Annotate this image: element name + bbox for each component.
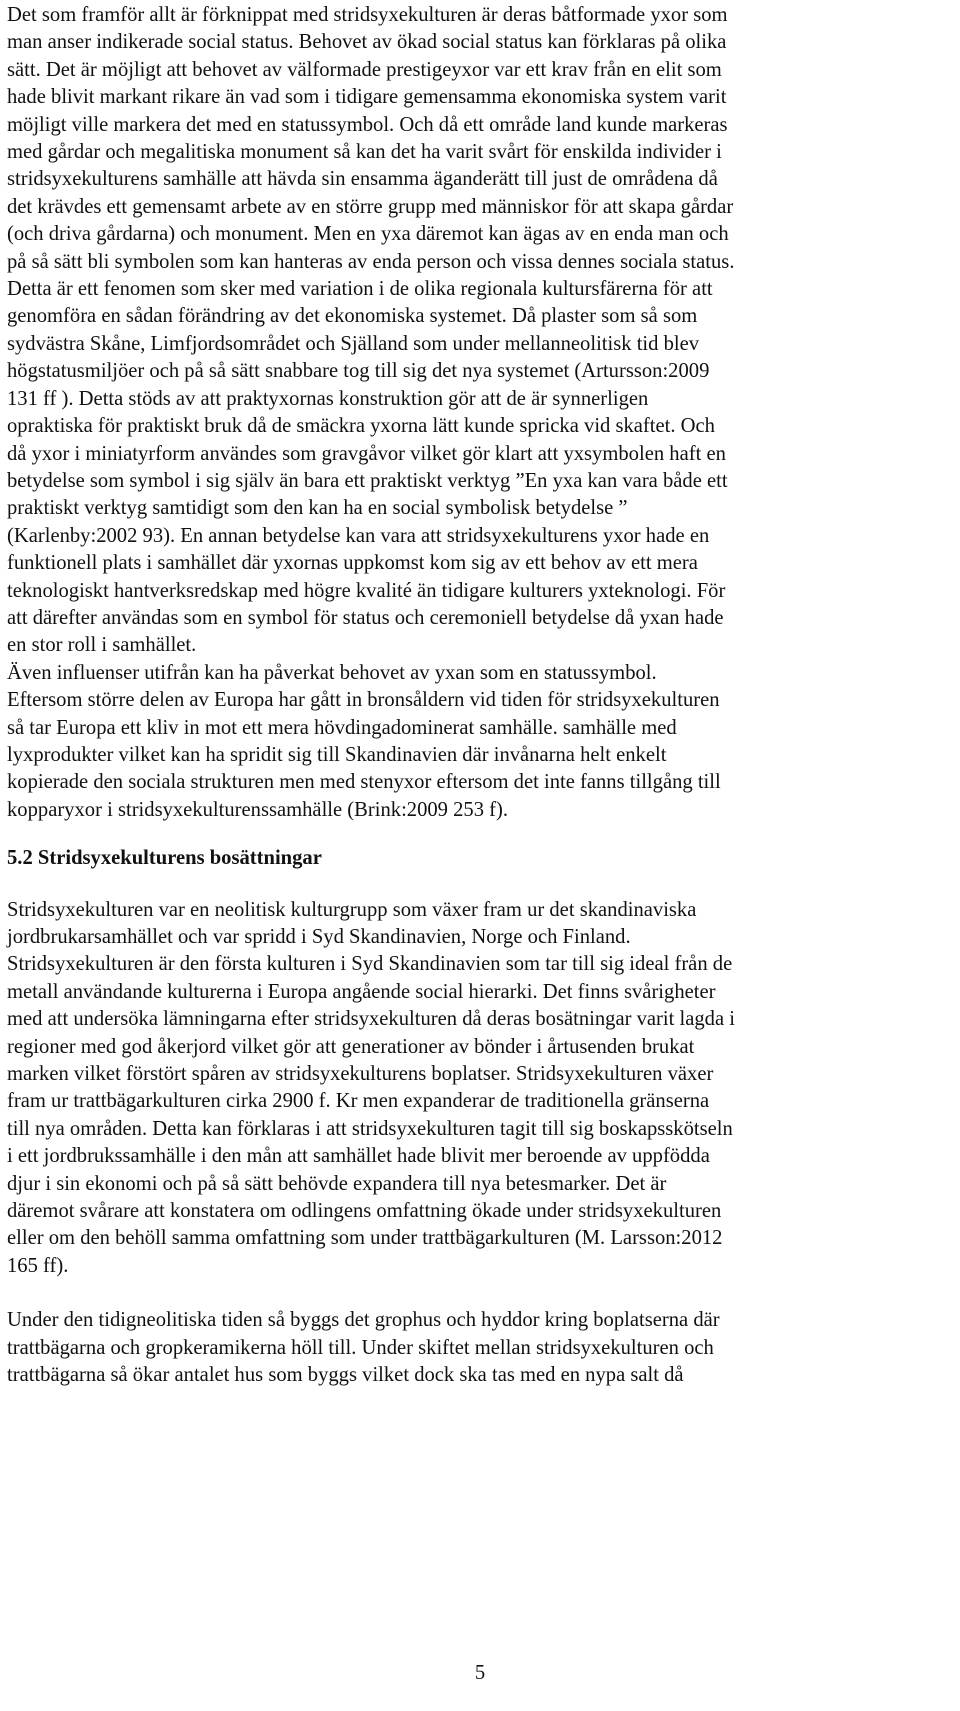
text-line: hade blivit markant rikare än vad som i tidigare gemensamma ekonomiska system varit <box>7 86 727 109</box>
text-line: kopierade den sociala strukturen men med stenyxor eftersom det inte fanns tillgång till <box>7 771 721 794</box>
text-line: Det som framför allt är förknippat med stridsyxekulturen är deras båtformade yxor som <box>7 4 728 26</box>
text-line: metall användande kulturerna i Europa angående social hierarki. Det finns svårigheter <box>7 980 716 1003</box>
text-line: att därefter användas som en symbol för status och ceremoniell betydelse då yxan hade <box>7 606 724 629</box>
text-line: man anser indikerade social status. Behovet av ökad social status kan förklaras på olika <box>7 31 727 54</box>
text-line: då yxor i miniatyrform användes som gravgåvor vilket gör klart att yxsymbolen haft en <box>7 442 726 465</box>
text-line: Detta är ett fenomen som sker med variation i de olika regionala kultursfärerna för att <box>7 278 713 301</box>
text-line: opraktiska för praktiskt bruk då de smäckra yxorna lätt kunde spricka vid skaftet. Och <box>7 415 715 438</box>
text-line: däremot svårare att konstatera om odlingens omfattning ökade under stridsyxekulturen <box>7 1200 722 1223</box>
text-line: högstatusmiljöer och på så sätt snabbare tog till sig det nya systemet (Artursson:2009 <box>7 360 710 383</box>
text-line: sydvästra Skåne, Limfjordsområdet och Själland som under mellanneolitisk tid blev <box>7 332 700 355</box>
text-line: på så sätt bli symbolen som kan hanteras av enda person och vissa dennes sociala status. <box>7 250 735 273</box>
text-line: i ett jordbrukssamhälle i den mån att samhället hade blivit mer beroende av uppfödda <box>7 1145 710 1168</box>
text-line: Under den tidigneolitiska tiden så byggs det grophus och hyddor kring boplatserna där <box>7 1309 720 1332</box>
text-line: teknologiskt hantverksredskap med högre kvalité än tidigare kulturers yxteknologi. För <box>7 579 726 602</box>
text-line: trattbägarna så ökar antalet hus som byggs vilket dock ska tas med en nypa salt då <box>7 1364 684 1387</box>
text-line: med gårdar och megalitiska monument så kan det ha varit svårt för enskilda individer i <box>7 141 722 164</box>
text-line: till nya områden. Detta kan förklaras i att stridsyxekulturen tagit till sig boskapsskötseln <box>7 1117 733 1140</box>
text-line: funktionell plats i samhället där yxornas uppkomst kom sig av ett behov av ett mera <box>7 552 698 575</box>
text-line: kopparyxor i stridsyxekulturenssamhälle (Brink:2009 253 f). <box>7 798 509 821</box>
section-heading: 5.2 Stridsyxekulturens bosättningar <box>7 847 322 870</box>
text-line: en stor roll i samhället. <box>7 634 197 657</box>
text-line: (Karlenby:2002 93). En annan betydelse kan vara att stridsyxekulturens yxor hade en <box>7 524 710 547</box>
text-line: jordbrukarsamhället och var spridd i Syd Skandinavien, Norge och Finland. <box>7 926 631 948</box>
text-line: sätt. Det är möjligt att behovet av välformade prestigeyxor var ett krav från en elit som <box>7 58 722 81</box>
text-line: eller om den behöll samma omfattning som under trattbägarkulturen (M. Larsson:2012 <box>7 1227 723 1250</box>
text-line: marken vilket förstört spåren av stridsyxekulturens boplatser. Stridsyxekulturen växer <box>7 1063 714 1086</box>
text-line: Stridsyxekulturen var en neolitisk kulturgrupp som växer fram ur det skandinaviska <box>7 898 697 921</box>
text-line: med att undersöka lämningarna efter stridsyxekulturen då deras bosätningar varit lagda i <box>7 1008 735 1031</box>
text-line: så tar Europa ett kliv in mot ett mera hövdingadominerat samhälle. samhälle med <box>7 716 677 739</box>
text-line: det krävdes ett gemensamt arbete av en större grupp med människor för att skapa gårdar <box>7 195 734 218</box>
text-line: 165 ff). <box>7 1254 69 1277</box>
paragraph-settlements <box>7 897 953 1281</box>
text-line: genomföra en sådan förändring av det ekonomiska systemet. Då plaster som så som <box>7 305 698 328</box>
text-line: Stridsyxekulturen är den första kulturen i Syd Skandinavien som tar till sig ideal från de <box>7 953 733 976</box>
text-line: djur i sin ekonomi och på så sätt behövde expandera till nya betesmarker. Det är <box>7 1172 667 1195</box>
text-line: trattbägarna och gropkeramikerna höll till. Under skiftet mellan stridsyxekulturen och <box>7 1336 714 1359</box>
text-line: möjligt ville markera det med en statussymbol. Och då ett område land kunde markeras <box>7 113 728 136</box>
document-page <box>7 0 953 1711</box>
paragraph-status-symbol <box>7 2 953 824</box>
text-line: praktiskt verktyg samtidigt som den kan ha en social symbolisk betydelse ” <box>7 497 628 520</box>
text-line: fram ur trattbägarkulturen cirka 2900 f. Kr men expanderar de traditionella gränserna <box>7 1090 710 1113</box>
text-line: 131 ff ). Detta stöds av att praktyxornas konstruktion gör att de är synnerligen <box>7 387 649 410</box>
paragraph-houses <box>7 1307 953 1389</box>
page-number: 5 <box>474 1662 486 1684</box>
text-line: betydelse som symbol i sig själv än bara ett praktiskt verktyg ”En yxa kan vara både ett <box>7 469 728 492</box>
text-line: lyxprodukter vilket kan ha spridit sig till Skandinavien där invånarna helt enkelt <box>7 743 667 766</box>
text-line: regioner med god åkerjord vilket gör att generationer av bönder i årtusenden brukat <box>7 1035 695 1058</box>
text-line: Eftersom större delen av Europa har gått in bronsåldern vid tiden för stridsyxekulturen <box>7 689 720 712</box>
text-line: Även influenser utifrån kan ha påverkat behovet av yxan som en statussymbol. <box>7 661 657 684</box>
text-line: (och driva gårdarna) och monument. Men en yxa däremot kan ägas av en enda man och <box>7 223 729 246</box>
text-line: stridsyxekulturens samhälle att hävda sin ensamma äganderätt till just de områdena då <box>7 168 718 191</box>
